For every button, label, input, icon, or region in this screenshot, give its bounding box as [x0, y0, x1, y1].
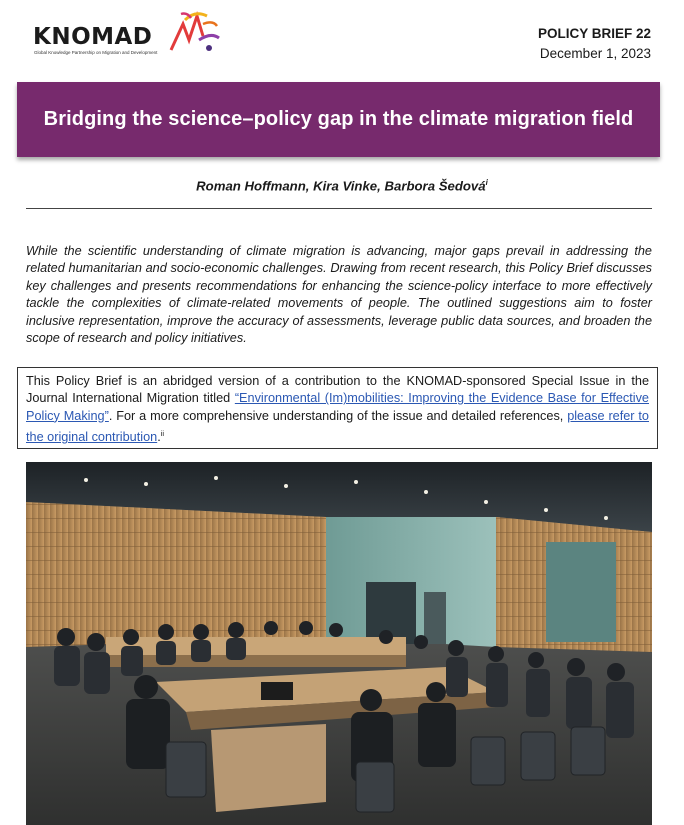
- author-footnote-mark[interactable]: i: [485, 178, 488, 187]
- notice-text-after: .: [157, 430, 161, 445]
- policy-brief-number: POLICY BRIEF 22: [537, 26, 651, 41]
- publication-date: December 1, 2023: [539, 46, 651, 61]
- notice-text-middle: . For a more comprehensive understanding of the issue and detailed references,: [108, 408, 568, 423]
- divider: [26, 208, 652, 209]
- logo-swirl-icon: [163, 10, 223, 56]
- notice-footnote-mark[interactable]: ii: [160, 429, 165, 439]
- conference-room-photo: [26, 462, 652, 825]
- abstract: While the scientific understanding of climate migration is advancing, major gaps prevail in addressing the related humanitarian and socio-economic challenges. Drawing from recent research, this Policy Brief discusses key challenges and presents recommendations for enhancing the science-policy interface to more effectively tackle the complexities of climate-related movements of people. The outlined suggestions aim to foster inclusive representation, improve the accuracy of assessments, leverage public data sources, and broaden the scope of research and policy initiatives.: [26, 244, 652, 346]
- logo-tagline: Global Knowledge Partnership on Migration and Development: [34, 50, 158, 55]
- page-title: Bridging the science–policy gap in the climate migration field: [43, 108, 634, 130]
- title-banner: [17, 82, 660, 157]
- original-contribution-link[interactable]: please refer to the original contribution: [26, 408, 649, 445]
- notice-text-before: This Policy Brief is an abridged version of a contribution to the KNOMAD-sponsored Special Issue in the Journal International Migration titled: [26, 374, 649, 406]
- logo-wordmark: KNOMAD: [33, 24, 153, 50]
- special-issue-link[interactable]: “Environmental (Im)mobilities: Improving the Evidence Base for Effective Policy Making”: [26, 391, 649, 423]
- author-names: Roman Hoffmann, Kira Vinke, Barbora Šedová: [196, 178, 486, 194]
- authors-line: [0, 178, 684, 193]
- knomad-logo: [33, 20, 213, 60]
- notice-box: [17, 367, 658, 449]
